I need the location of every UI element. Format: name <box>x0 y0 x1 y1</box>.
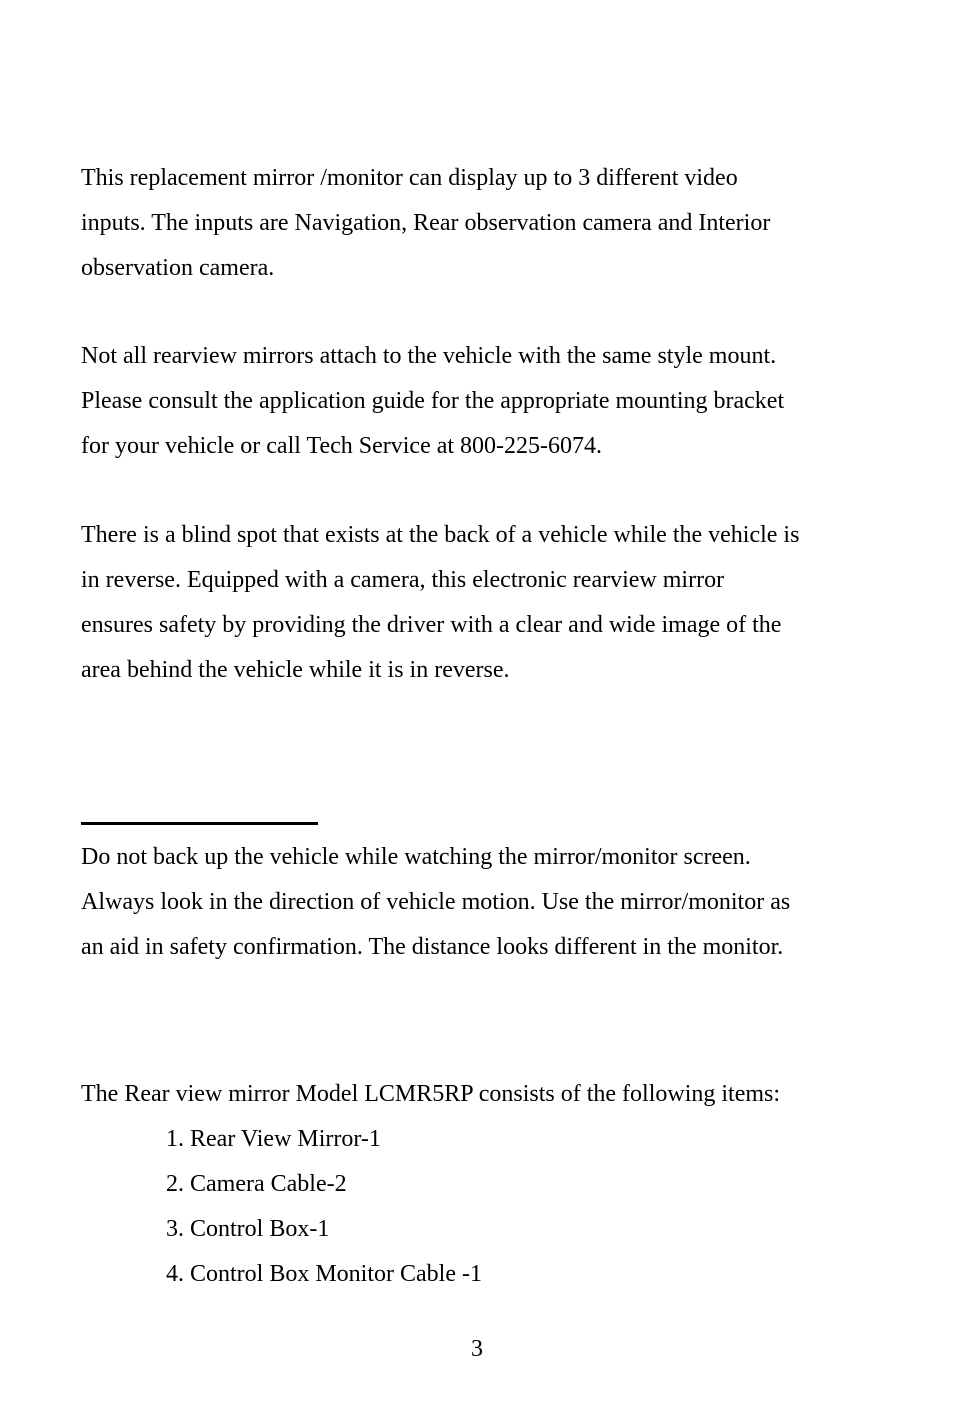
list-item: 4. Control Box Monitor Cable -1 <box>166 1261 482 1287</box>
list-item: 1. Rear View Mirror-1 <box>166 1126 381 1152</box>
mounting-paragraph: Not all rearview mirrors attach to the vehicle with the same style mount. Please consult the application guide for the appropriate mounting bracket for your vehicle or call Tech Service at 800-225-6074. <box>81 343 785 459</box>
warning-paragraph: Do not back up the vehicle while watching the mirror/monitor screen. Always look in the direction of vehicle motion. Use the mirror/monitor as an aid in safety confirmation. The distance looks different in the monitor. <box>81 844 791 960</box>
list-item: 3. Control Box-1 <box>166 1216 330 1242</box>
section-divider <box>81 822 318 825</box>
list-item: 2. Camera Cable-2 <box>166 1171 347 1197</box>
intro-paragraph: This replacement mirror /monitor can display up to 3 different video inputs. The inputs are Navigation, Rear observation camera and Interior observation camera. <box>81 165 771 281</box>
contents-intro-paragraph: The Rear view mirror Model LCMR5RP consists of the following items: <box>81 1081 781 1107</box>
page-number: 3 <box>471 1336 483 1362</box>
blind-spot-paragraph: There is a blind spot that exists at the back of a vehicle while the vehicle is in reverse. Equipped with a camera, this electronic rearview mirror ensures safety by providing the driver with a clear and wide image of the area behind the vehicle while it is in reverse. <box>81 522 800 683</box>
contents-list <box>166 1117 482 1297</box>
